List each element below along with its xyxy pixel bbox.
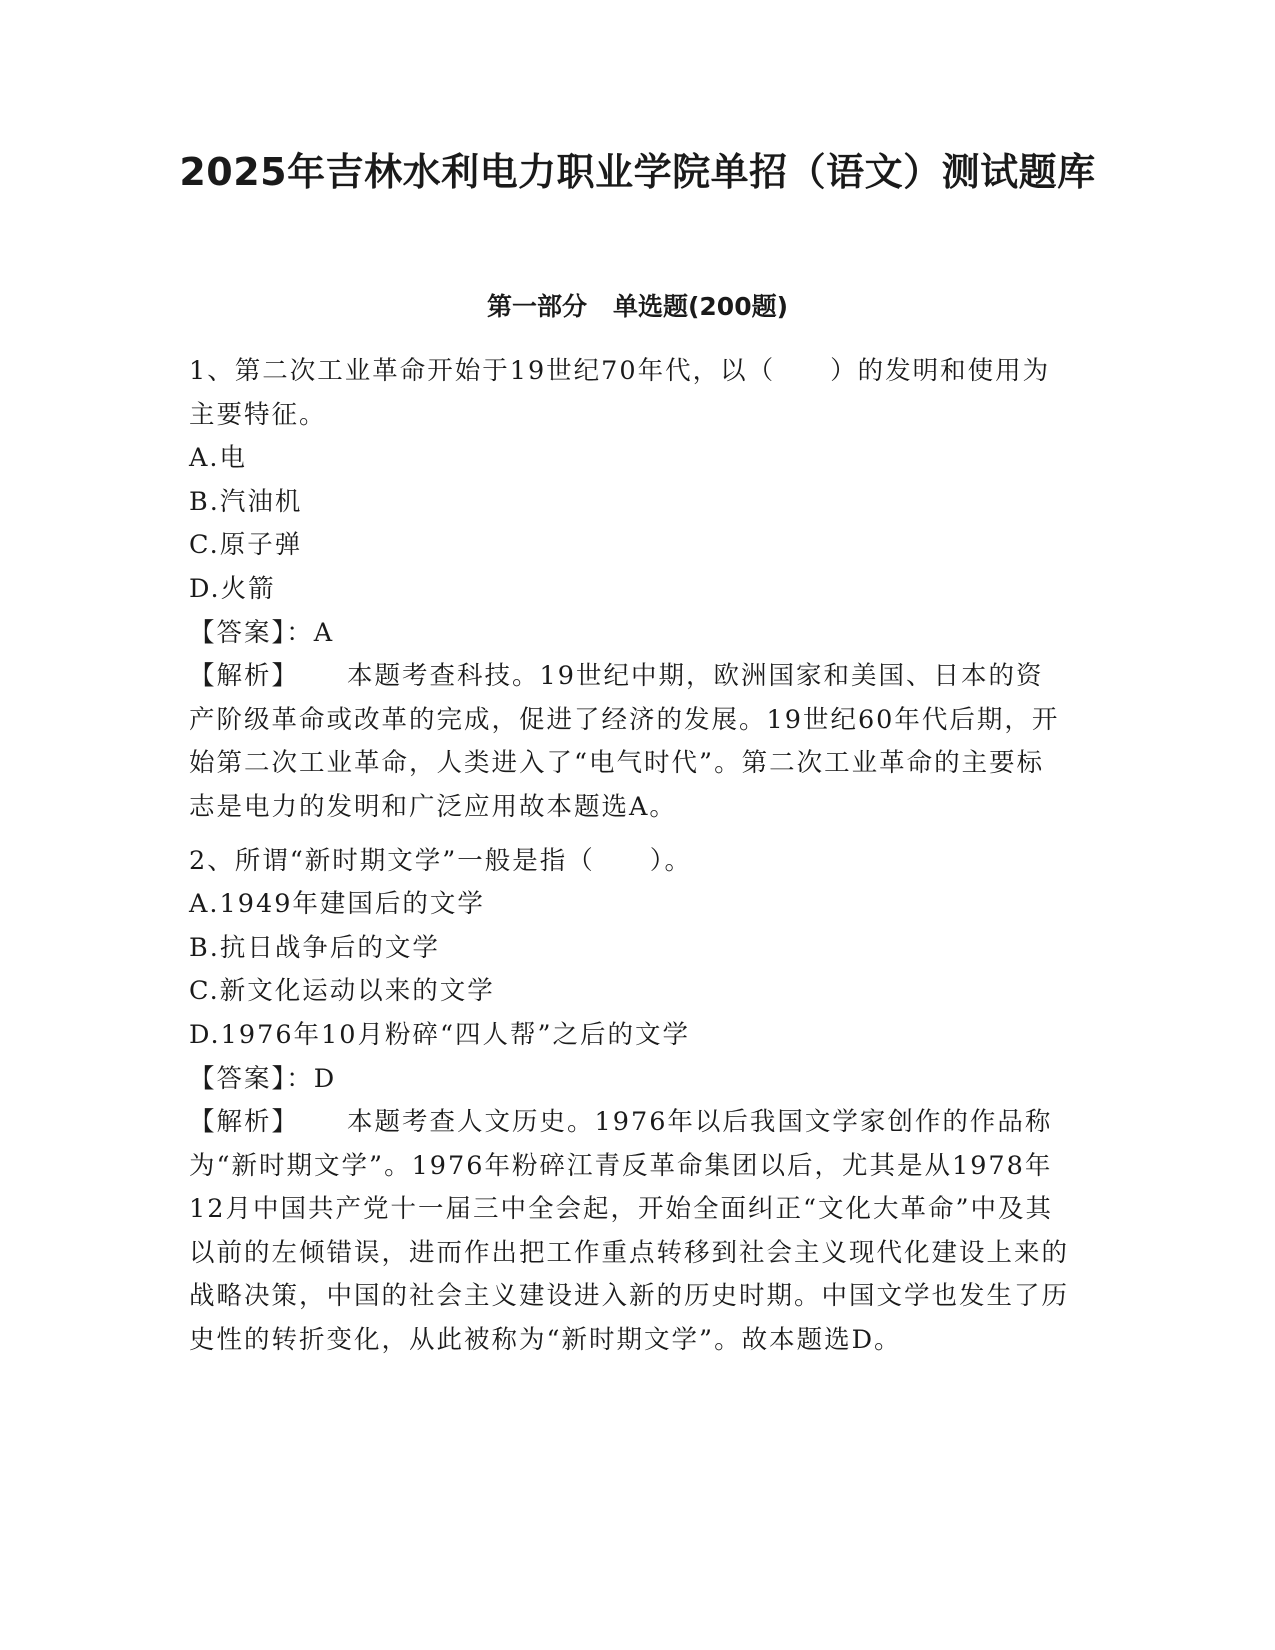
question-stem: 1、第二次工业革命开始于19世纪70年代，以（ ）的发明和使用为主要特征。 xyxy=(189,356,1051,430)
option-c: C.原子弹 xyxy=(189,530,303,561)
section-title xyxy=(0,290,1275,324)
answer-value: A xyxy=(313,617,335,648)
analysis-paragraph xyxy=(189,655,1069,829)
analysis-text: 本题考查人文历史。1976年以后我国文学家创作的作品称为“新时期文学”。1976年粉碎江青反革命集团以后，尤其是从1978年12月中国共产党十一届三中全会起，开始全面纠正“文化大革命”中及其以前的左倾错误，进而作出把工作重点转移到社会主义现代化建设上来的战略决策，中国的社会主义建设进入新的历史时期。中国文学也发生了历史性的转折变化，从此被称为“新时期文学”。故本题选D。 xyxy=(189,1107,1070,1356)
document-title: 2025年吉林水利电力职业学院单招（语文）测试题库 xyxy=(179,150,1096,194)
option-c: C.新文化运动以来的文学 xyxy=(189,976,495,1007)
analysis-label: 【解析】 xyxy=(189,1107,300,1138)
answer-value: D xyxy=(313,1063,337,1094)
question-1 xyxy=(189,350,1069,830)
question-list xyxy=(189,350,1069,1363)
analysis-text: 本题考查科技。19世纪中期，欧洲国家和美国、日本的资产阶级革命或改革的完成，促进了经济的发展。19世纪60年代后期，开始第二次工业革命，人类进入了“电气时代”。第二次工业革命的主要标志是电力的发明和广泛应用故本题选A。 xyxy=(189,661,1060,822)
option-d: D.火箭 xyxy=(189,573,276,604)
answer-label: 【答案】： xyxy=(189,617,314,648)
option-d: D.1976年10月粉碎“四人帮”之后的文学 xyxy=(189,1019,691,1050)
question-2 xyxy=(189,840,1069,1363)
option-a: A.电 xyxy=(189,443,248,474)
section-name: 单选题(200题) xyxy=(612,292,789,321)
answer-label: 【答案】： xyxy=(189,1063,314,1094)
section-label: 第一部分 xyxy=(486,292,587,321)
option-a: A.1949年建国后的文学 xyxy=(189,889,485,920)
option-b: B.汽油机 xyxy=(189,486,303,517)
analysis-paragraph xyxy=(189,1101,1069,1363)
option-b: B.抗日战争后的文学 xyxy=(189,932,440,963)
analysis-label: 【解析】 xyxy=(189,661,300,692)
answer-line xyxy=(189,1058,1069,1102)
question-stem: 2、所谓“新时期文学”一般是指（ ）。 xyxy=(189,845,693,876)
answer-line xyxy=(189,612,1069,656)
